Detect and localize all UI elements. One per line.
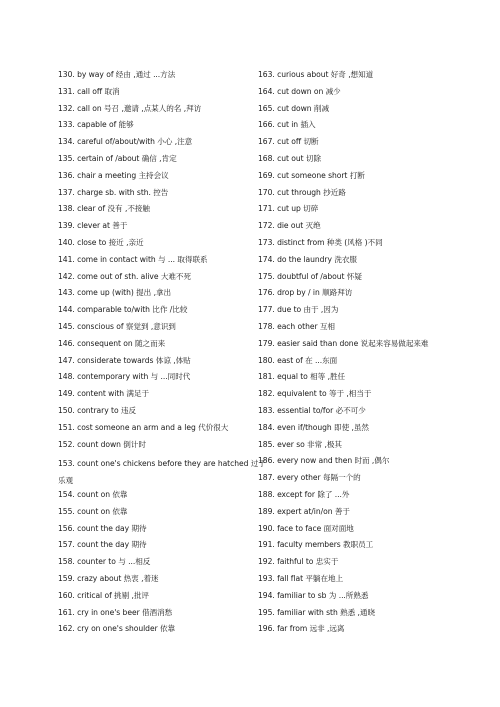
phrase-entry: 196. far from 远非 ,远离 xyxy=(258,624,345,634)
phrase-entry: 177. due to 由于 ,因为 xyxy=(258,305,339,315)
phrase-entry: 171. cut up 切碎 xyxy=(258,204,319,214)
phrase-entry: 192. faithful to 忠实于 xyxy=(258,557,339,567)
phrase-entry: 163. curious about 好奇 ,想知道 xyxy=(258,70,374,79)
phrase-entry: 149. content with 满足于 xyxy=(58,389,150,399)
phrase-entry: 164. cut down on 减少 xyxy=(258,86,341,96)
phrase-entry: 181. equal to 相等 ,胜任 xyxy=(258,372,346,382)
phrase-entry: 178. each other 互相 xyxy=(258,321,335,331)
phrase-entry: 183. essential to/for 必不可少 xyxy=(258,405,366,415)
phrase-entry: 190. face to face 面对面地 xyxy=(258,523,354,533)
phrase-entry: 133. capable of 能够 xyxy=(58,120,134,130)
phrase-entry: 180. east of 在 ...东面 xyxy=(258,355,338,365)
phrase-entry: 166. cut in 插入 xyxy=(258,120,316,130)
phrase-entry: 134. careful of/about/with 小心 ,注意 xyxy=(58,137,193,147)
phrase-entry: 130. by way of 经由 ,通过 ...方法 xyxy=(58,70,176,79)
phrase-entry: 150. contrary to 违反 xyxy=(58,405,137,415)
phrase-entry: 185. ever so 非常 ,极其 xyxy=(258,439,342,449)
phrase-entry: 175. doubtful of /about 怀疑 xyxy=(258,271,362,281)
phrase-entry: 189. expert at/in/on 善于 xyxy=(258,506,350,516)
phrase-entry: 139. clever at 善于 xyxy=(58,221,128,231)
phrase-entry: 143. come up (with) 提出 ,拿出 xyxy=(58,288,172,298)
phrase-entry: 132. call on 号召 ,邀请 ,点某人的名 ,拜访 xyxy=(58,103,202,113)
phrase-entry: 173. distinct from 种类 (风格 )不同 xyxy=(258,237,383,247)
phrase-entry: 184. even if/though 即使 ,虽然 xyxy=(258,422,369,432)
phrase-entry: 135. certain of /about 确信 ,肯定 xyxy=(58,153,177,163)
phrase-entry: 138. clear of 没有 ,不接触 xyxy=(58,204,150,214)
phrase-entry: 155. count on 依靠 xyxy=(58,506,128,516)
phrase-entry: 162. cry on one's shoulder 依靠 xyxy=(58,624,176,634)
phrase-entry: 131. call off 取消 xyxy=(58,86,120,96)
right-column xyxy=(258,70,468,641)
phrase-entry: 145. conscious of 察觉到 ,意识到 xyxy=(58,321,176,331)
phrase-entry: 159. crazy about 热衷 ,着迷 xyxy=(58,573,159,583)
phrase-entry: 141. come in contact with 与 ... 取得联系 xyxy=(58,254,208,264)
left-column xyxy=(58,70,268,641)
phrase-entry: 182. equivalent to 等于 ,相当于 xyxy=(258,389,372,399)
phrase-entry: 144. comparable to/with 比作 /比较 xyxy=(58,305,188,315)
phrase-entry: 194. familiar to sb 为 ...所熟悉 xyxy=(258,590,369,600)
phrase-entry: 170. cut through 抄近路 xyxy=(258,187,346,197)
phrase-entry: 156. count the day 期待 xyxy=(58,523,147,533)
phrase-entry: 195. familiar with sth 熟悉 ,通晓 xyxy=(258,607,376,617)
phrase-entry: 154. count on 依靠 xyxy=(58,489,128,499)
phrase-entry: 168. cut out 切除 xyxy=(258,153,321,163)
phrase-entry: 147. considerate towards 体谅 ,体贴 xyxy=(58,355,191,365)
phrase-entry: 151. cost someone an arm and a leg 代价很大 xyxy=(58,422,229,432)
phrase-entry: 191. faculty members 教职员工 xyxy=(258,540,374,550)
phrase-entry: 161. cry in one's beer 借酒消愁 xyxy=(58,607,173,617)
phrase-entry: 187. every other 每隔一个的 xyxy=(258,473,361,483)
phrase-entry: 153. count one's chickens before they are hatched 过于乐观 xyxy=(58,459,266,486)
phrase-entry: 137. charge sb. with sth. 控告 xyxy=(58,187,169,197)
phrase-entry: 169. cut someone short 打断 xyxy=(258,170,365,180)
phrase-entry: 152. count down 倒计时 xyxy=(58,439,146,449)
phrase-entry: 193. fall flat 平躺在地上 xyxy=(258,573,344,583)
phrase-entry: 146. consequent on 随之而来 xyxy=(58,338,166,348)
phrase-entry: 179. easier said than done 说起来容易做起来难 xyxy=(258,338,429,348)
phrase-entry: 160. critical of 挑剔 ,批评 xyxy=(58,590,149,600)
phrase-entry: 142. come out of sth. alive 大难不死 xyxy=(58,271,192,281)
phrase-entry: 172. die out 灭绝 xyxy=(258,221,321,231)
phrase-entry: 158. counter to 与 ...相反 xyxy=(58,557,151,567)
phrase-entry: 167. cut off 切断 xyxy=(258,137,319,147)
phrase-entry: 188. except for 除了 ...外 xyxy=(258,489,350,499)
phrase-entry: 148. contemporary with 与 ...同时代 xyxy=(58,372,191,382)
phrase-entry: 186. every now and then 时而 ,偶尔 xyxy=(258,456,390,466)
phrase-entry: 136. chair a meeting 主持会议 xyxy=(58,170,169,180)
phrase-entry: 157. count the day 期待 xyxy=(58,540,147,550)
phrase-entry: 165. cut down 削减 xyxy=(258,103,329,113)
phrase-entry: 174. do the laundry 洗衣服 xyxy=(258,254,357,264)
phrase-entry: 176. drop by / in 顺路拜访 xyxy=(258,288,353,298)
phrase-entry: 140. close to 接近 ,亲近 xyxy=(58,237,144,247)
